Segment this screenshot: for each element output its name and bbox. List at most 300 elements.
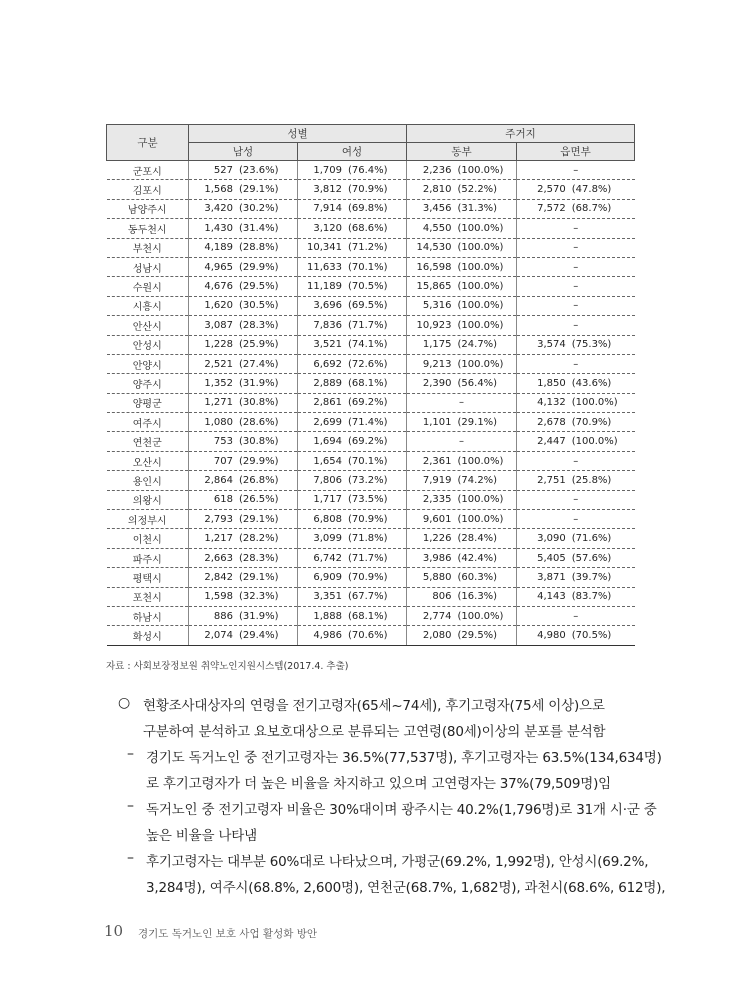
dong-cell-count: 2,080 bbox=[422, 630, 452, 642]
eupmyeon-cell bbox=[517, 548, 635, 567]
dong-cell-count: 9,213 bbox=[422, 358, 452, 370]
eupmyeon-cell bbox=[517, 335, 635, 354]
eupmyeon-cell: – bbox=[517, 296, 635, 315]
paragraph-1-line-1: 현황조사대상자의 연령을 전기고령자(65세~74세), 후기고령자(75세 이상)으로 bbox=[143, 698, 605, 714]
female-cell-percent: (71.4%) bbox=[348, 416, 388, 428]
eupmyeon-cell-percent: (70.9%) bbox=[571, 416, 612, 428]
region-name: 부천시 bbox=[107, 238, 189, 257]
table-row bbox=[107, 568, 635, 587]
paragraph-4-line-2: 3,284명), 여주시(68.8%, 2,600명), 연천군(68.7%, 1,682명), 과천시(68.6%, 612명), bbox=[146, 880, 666, 896]
dong-cell-count: 806 bbox=[432, 591, 452, 603]
female-cell bbox=[298, 354, 407, 373]
eupmyeon-cell bbox=[517, 413, 635, 432]
table-row bbox=[107, 219, 635, 238]
dong-cell-percent: (100.0%) bbox=[457, 610, 504, 622]
dong-cell-count: 2,236 bbox=[422, 164, 452, 176]
dong-cell-percent: (100.0%) bbox=[457, 319, 504, 331]
male-cell bbox=[189, 296, 298, 315]
dong-cell-count: 2,774 bbox=[422, 610, 452, 622]
eupmyeon-cell bbox=[517, 529, 635, 548]
table-row bbox=[107, 548, 635, 567]
female-cell bbox=[298, 316, 407, 335]
dong-cell-count: 1,226 bbox=[422, 533, 452, 545]
dong-cell-count: 7,919 bbox=[422, 474, 452, 486]
dong-cell-count: 9,601 bbox=[422, 513, 452, 525]
female-cell-percent: (68.6%) bbox=[348, 222, 388, 234]
eupmyeon-cell-count: 2,570 bbox=[537, 184, 566, 196]
male-cell-percent: (29.1%) bbox=[239, 513, 279, 525]
male-cell bbox=[189, 316, 298, 335]
dong-cell bbox=[407, 316, 517, 335]
dong-cell-percent: (29.5%) bbox=[457, 630, 498, 642]
region-name: 파주시 bbox=[107, 548, 189, 567]
female-cell-percent: (71.7%) bbox=[348, 552, 388, 564]
male-cell-count: 1,568 bbox=[204, 184, 233, 196]
dong-cell bbox=[407, 510, 517, 529]
dong-cell-count: 16,598 bbox=[416, 261, 452, 273]
eupmyeon-cell bbox=[517, 393, 635, 412]
paragraph-3-line-2: 높은 비율을 나타냄 bbox=[146, 828, 257, 844]
male-cell-percent: (27.4%) bbox=[239, 358, 279, 370]
male-cell bbox=[189, 219, 298, 238]
region-name: 김포시 bbox=[107, 180, 189, 199]
eupmyeon-cell-percent: (71.6%) bbox=[571, 533, 612, 545]
table-row bbox=[107, 413, 635, 432]
dong-cell-percent: (100.0%) bbox=[457, 494, 504, 506]
female-cell-percent: (71.2%) bbox=[348, 242, 388, 254]
female-cell bbox=[298, 277, 407, 296]
dong-cell bbox=[407, 161, 517, 180]
table-row bbox=[107, 257, 635, 276]
male-cell bbox=[189, 393, 298, 412]
eupmyeon-cell-count: 5,405 bbox=[537, 552, 566, 564]
dong-cell bbox=[407, 219, 517, 238]
male-cell-count: 618 bbox=[213, 494, 233, 506]
male-cell-percent: (29.4%) bbox=[239, 630, 279, 642]
female-cell-count: 1,694 bbox=[313, 436, 342, 448]
female-cell bbox=[298, 335, 407, 354]
table-row bbox=[107, 296, 635, 315]
dong-cell-count: 2,390 bbox=[422, 377, 452, 389]
dong-cell-count: 1,101 bbox=[422, 416, 452, 428]
eupmyeon-cell bbox=[517, 587, 635, 606]
female-cell-count: 2,861 bbox=[313, 397, 342, 409]
eupmyeon-cell: – bbox=[517, 238, 635, 257]
region-name: 안산시 bbox=[107, 316, 189, 335]
male-cell-count: 2,521 bbox=[204, 358, 233, 370]
female-cell bbox=[298, 161, 407, 180]
male-cell bbox=[189, 587, 298, 606]
region-name: 수원시 bbox=[107, 277, 189, 296]
female-cell-count: 7,914 bbox=[313, 203, 342, 215]
female-cell-count: 11,189 bbox=[307, 281, 342, 293]
male-cell bbox=[189, 471, 298, 490]
dong-cell-count: 2,361 bbox=[422, 455, 452, 467]
data-table bbox=[106, 124, 635, 646]
table-row bbox=[107, 451, 635, 470]
table-row bbox=[107, 316, 635, 335]
table-row bbox=[107, 606, 635, 625]
male-cell-percent: (31.4%) bbox=[239, 222, 279, 234]
dong-cell-percent: (29.1%) bbox=[457, 416, 498, 428]
dash-bullet-1: – bbox=[127, 746, 134, 762]
female-cell-percent: (73.5%) bbox=[348, 494, 388, 506]
female-cell-percent: (67.7%) bbox=[348, 591, 388, 603]
dong-cell-count: 2,335 bbox=[422, 494, 452, 506]
dong-cell-percent: (56.4%) bbox=[457, 377, 498, 389]
table-row bbox=[107, 393, 635, 412]
male-cell-count: 4,676 bbox=[204, 281, 233, 293]
page-number: 10 bbox=[104, 922, 124, 940]
eupmyeon-cell: – bbox=[517, 316, 635, 335]
dong-cell-count: 4,550 bbox=[422, 222, 452, 234]
female-cell bbox=[298, 568, 407, 587]
female-cell-percent: (68.1%) bbox=[348, 377, 388, 389]
eupmyeon-cell-count: 3,574 bbox=[537, 339, 566, 351]
female-cell-count: 1,888 bbox=[313, 610, 342, 622]
eupmyeon-cell: – bbox=[517, 277, 635, 296]
male-cell bbox=[189, 180, 298, 199]
male-cell-count: 1,430 bbox=[204, 222, 233, 234]
region-name: 의정부시 bbox=[107, 510, 189, 529]
male-cell-percent: (31.9%) bbox=[239, 377, 279, 389]
eupmyeon-cell-percent: (75.3%) bbox=[571, 339, 612, 351]
eupmyeon-cell bbox=[517, 471, 635, 490]
male-cell-count: 886 bbox=[213, 610, 233, 622]
header-eupmyeon: 읍면부 bbox=[517, 143, 635, 161]
dong-cell-percent: (100.0%) bbox=[457, 300, 504, 312]
eupmyeon-cell-count: 2,751 bbox=[537, 474, 566, 486]
male-cell-count: 1,080 bbox=[204, 416, 233, 428]
male-cell-count: 1,228 bbox=[204, 339, 233, 351]
female-cell-percent: (70.9%) bbox=[348, 571, 388, 583]
male-cell bbox=[189, 199, 298, 218]
male-cell bbox=[189, 626, 298, 645]
male-cell bbox=[189, 529, 298, 548]
male-cell-percent: (28.3%) bbox=[239, 319, 279, 331]
dong-cell-percent: (100.0%) bbox=[457, 261, 504, 273]
eupmyeon-cell-percent: (39.7%) bbox=[571, 571, 612, 583]
female-cell-percent: (70.1%) bbox=[348, 261, 388, 273]
female-cell bbox=[298, 199, 407, 218]
male-cell-percent: (30.5%) bbox=[239, 300, 279, 312]
eupmyeon-cell-percent: (25.8%) bbox=[571, 474, 612, 486]
male-cell-count: 3,420 bbox=[204, 203, 233, 215]
female-cell-count: 6,692 bbox=[313, 358, 342, 370]
eupmyeon-cell-percent: (57.6%) bbox=[571, 552, 612, 564]
table-row bbox=[107, 432, 635, 451]
dong-cell-percent: (100.0%) bbox=[457, 455, 504, 467]
female-cell bbox=[298, 257, 407, 276]
female-cell-percent: (76.4%) bbox=[348, 164, 388, 176]
female-cell bbox=[298, 180, 407, 199]
female-cell-count: 3,521 bbox=[313, 339, 342, 351]
region-name: 성남시 bbox=[107, 257, 189, 276]
eupmyeon-cell-count: 7,572 bbox=[537, 203, 566, 215]
region-name: 연천군 bbox=[107, 432, 189, 451]
dong-cell-count: 10,923 bbox=[416, 319, 452, 331]
table-row bbox=[107, 199, 635, 218]
male-cell-percent: (30.8%) bbox=[239, 397, 279, 409]
region-name: 남양주시 bbox=[107, 199, 189, 218]
region-name: 화성시 bbox=[107, 626, 189, 645]
table-row bbox=[107, 335, 635, 354]
footer-title: 경기도 독거노인 보호 사업 활성화 방안 bbox=[138, 928, 317, 940]
dong-cell bbox=[407, 180, 517, 199]
female-cell bbox=[298, 296, 407, 315]
dong-cell: – bbox=[407, 432, 517, 451]
male-cell-count: 2,074 bbox=[204, 630, 233, 642]
eupmyeon-cell: – bbox=[517, 161, 635, 180]
male-cell-percent: (32.3%) bbox=[239, 591, 279, 603]
eupmyeon-cell bbox=[517, 626, 635, 645]
dong-cell-percent: (16.3%) bbox=[457, 591, 498, 603]
male-cell bbox=[189, 413, 298, 432]
eupmyeon-cell bbox=[517, 199, 635, 218]
paragraph-1-line-2: 구분하여 분석하고 요보호대상으로 분류되는 고연령(80세)이상의 분포를 분석함 bbox=[143, 724, 606, 740]
table-row bbox=[107, 529, 635, 548]
eupmyeon-cell bbox=[517, 568, 635, 587]
header-female: 여성 bbox=[298, 143, 407, 161]
paragraph-2-line-1: 경기도 독거노인 중 전기고령자는 36.5%(77,537명), 후기고령자는 63.5%(134,634명) bbox=[146, 750, 662, 766]
table-row bbox=[107, 510, 635, 529]
female-cell-percent: (71.8%) bbox=[348, 533, 388, 545]
dong-cell-percent: (100.0%) bbox=[457, 281, 504, 293]
table-row bbox=[107, 277, 635, 296]
eupmyeon-cell: – bbox=[517, 510, 635, 529]
eupmyeon-cell: – bbox=[517, 354, 635, 373]
table-row bbox=[107, 587, 635, 606]
male-cell-percent: (29.9%) bbox=[239, 455, 279, 467]
male-cell-percent: (29.1%) bbox=[239, 184, 279, 196]
female-cell-percent: (69.2%) bbox=[348, 436, 388, 448]
eupmyeon-cell-percent: (43.6%) bbox=[571, 377, 612, 389]
female-cell-percent: (70.6%) bbox=[348, 630, 388, 642]
female-cell bbox=[298, 490, 407, 509]
header-male: 남성 bbox=[189, 143, 298, 161]
region-name: 용인시 bbox=[107, 471, 189, 490]
dong-cell bbox=[407, 413, 517, 432]
eupmyeon-cell-percent: (68.7%) bbox=[571, 203, 612, 215]
male-cell-count: 2,842 bbox=[204, 571, 233, 583]
dong-cell-percent: (60.3%) bbox=[457, 571, 498, 583]
table-row bbox=[107, 238, 635, 257]
dong-cell bbox=[407, 606, 517, 625]
male-cell-percent: (29.9%) bbox=[239, 261, 279, 273]
male-cell-percent: (28.3%) bbox=[239, 552, 279, 564]
female-cell-percent: (70.5%) bbox=[348, 281, 388, 293]
female-cell-percent: (73.2%) bbox=[348, 474, 388, 486]
dong-cell bbox=[407, 548, 517, 567]
dong-cell bbox=[407, 238, 517, 257]
region-name: 양주시 bbox=[107, 374, 189, 393]
table-source-note: 자료 : 사회보장정보원 취약노인지원시스템(2017.4. 추출) bbox=[106, 661, 349, 672]
male-cell-percent: (30.2%) bbox=[239, 203, 279, 215]
male-cell bbox=[189, 510, 298, 529]
dong-cell bbox=[407, 257, 517, 276]
dong-cell-count: 3,986 bbox=[422, 552, 452, 564]
female-cell-percent: (69.5%) bbox=[348, 300, 388, 312]
female-cell-count: 6,909 bbox=[313, 571, 342, 583]
dong-cell-count: 2,810 bbox=[422, 184, 452, 196]
dong-cell bbox=[407, 471, 517, 490]
male-cell bbox=[189, 257, 298, 276]
female-cell-count: 3,696 bbox=[313, 300, 342, 312]
male-cell-count: 2,663 bbox=[204, 552, 233, 564]
eupmyeon-cell bbox=[517, 180, 635, 199]
dong-cell bbox=[407, 199, 517, 218]
dong-cell-percent: (100.0%) bbox=[457, 164, 504, 176]
data-table-wrapper bbox=[106, 124, 634, 646]
dong-cell-count: 3,456 bbox=[422, 203, 452, 215]
male-cell-count: 527 bbox=[213, 164, 233, 176]
table-row bbox=[107, 354, 635, 373]
male-cell-percent: (31.9%) bbox=[239, 610, 279, 622]
female-cell-percent: (68.1%) bbox=[348, 610, 388, 622]
eupmyeon-cell-count: 1,850 bbox=[537, 377, 566, 389]
male-cell-count: 1,352 bbox=[204, 377, 233, 389]
region-name: 오산시 bbox=[107, 451, 189, 470]
eupmyeon-cell bbox=[517, 374, 635, 393]
table-row bbox=[107, 161, 635, 180]
region-name: 이천시 bbox=[107, 529, 189, 548]
dong-cell-percent: (100.0%) bbox=[457, 513, 504, 525]
table-row bbox=[107, 490, 635, 509]
female-cell bbox=[298, 451, 407, 470]
region-name: 평택시 bbox=[107, 568, 189, 587]
female-cell-count: 3,120 bbox=[313, 222, 342, 234]
male-cell-percent: (26.8%) bbox=[239, 474, 279, 486]
male-cell-percent: (29.5%) bbox=[239, 281, 279, 293]
female-cell-count: 4,986 bbox=[313, 630, 342, 642]
female-cell bbox=[298, 587, 407, 606]
male-cell-count: 2,864 bbox=[204, 474, 233, 486]
male-cell-percent: (25.9%) bbox=[239, 339, 279, 351]
header-dong: 동부 bbox=[407, 143, 517, 161]
paragraph-2-line-2: 로 후기고령자가 더 높은 비율을 차지하고 있으며 고연령자는 37%(79,509명)임 bbox=[146, 776, 612, 792]
female-cell-count: 1,717 bbox=[313, 494, 342, 506]
female-cell-count: 3,099 bbox=[313, 533, 342, 545]
male-cell-count: 3,087 bbox=[204, 319, 233, 331]
male-cell bbox=[189, 277, 298, 296]
female-cell bbox=[298, 548, 407, 567]
table-row bbox=[107, 180, 635, 199]
dong-cell-percent: (52.2%) bbox=[457, 184, 498, 196]
region-name: 여주시 bbox=[107, 413, 189, 432]
region-name: 군포시 bbox=[107, 161, 189, 180]
table-row bbox=[107, 471, 635, 490]
male-cell bbox=[189, 451, 298, 470]
region-name: 동두천시 bbox=[107, 219, 189, 238]
dong-cell bbox=[407, 529, 517, 548]
region-name: 양평군 bbox=[107, 393, 189, 412]
female-cell-count: 6,742 bbox=[313, 552, 342, 564]
dong-cell bbox=[407, 277, 517, 296]
dong-cell-percent: (42.4%) bbox=[457, 552, 498, 564]
eupmyeon-cell: – bbox=[517, 606, 635, 625]
dong-cell-count: 14,530 bbox=[416, 242, 452, 254]
male-cell-count: 1,271 bbox=[204, 397, 233, 409]
female-cell-count: 11,633 bbox=[307, 261, 342, 273]
male-cell bbox=[189, 374, 298, 393]
male-cell bbox=[189, 432, 298, 451]
female-cell-percent: (74.1%) bbox=[348, 339, 388, 351]
dong-cell-count: 5,316 bbox=[422, 300, 452, 312]
female-cell-count: 1,709 bbox=[313, 164, 342, 176]
dong-cell bbox=[407, 296, 517, 315]
dong-cell-percent: (28.4%) bbox=[457, 533, 498, 545]
dong-cell-percent: (24.7%) bbox=[457, 339, 498, 351]
region-name: 시흥시 bbox=[107, 296, 189, 315]
male-cell bbox=[189, 568, 298, 587]
male-cell-percent: (26.5%) bbox=[239, 494, 279, 506]
female-cell bbox=[298, 374, 407, 393]
eupmyeon-cell-count: 2,678 bbox=[537, 416, 566, 428]
dong-cell-percent: (100.0%) bbox=[457, 242, 504, 254]
eupmyeon-cell-count: 3,871 bbox=[537, 571, 566, 583]
male-cell bbox=[189, 548, 298, 567]
eupmyeon-cell-percent: (100.0%) bbox=[571, 397, 618, 409]
eupmyeon-cell-count: 3,090 bbox=[537, 533, 566, 545]
female-cell-count: 10,341 bbox=[307, 242, 342, 254]
male-cell-percent: (29.1%) bbox=[239, 571, 279, 583]
dong-cell-percent: (74.2%) bbox=[457, 474, 498, 486]
female-cell bbox=[298, 219, 407, 238]
male-cell-count: 4,189 bbox=[204, 242, 233, 254]
female-cell-count: 2,889 bbox=[313, 377, 342, 389]
male-cell-percent: (28.8%) bbox=[239, 242, 279, 254]
eupmyeon-cell: – bbox=[517, 219, 635, 238]
male-cell-count: 707 bbox=[213, 455, 233, 467]
dash-bullet-2: – bbox=[127, 798, 134, 814]
female-cell-percent: (69.8%) bbox=[348, 203, 388, 215]
dong-cell bbox=[407, 374, 517, 393]
male-cell-count: 1,598 bbox=[204, 591, 233, 603]
male-cell-count: 1,217 bbox=[204, 533, 233, 545]
male-cell bbox=[189, 354, 298, 373]
male-cell-percent: (28.6%) bbox=[239, 416, 279, 428]
bullet-circle: ○ bbox=[118, 695, 131, 711]
female-cell-count: 7,806 bbox=[313, 474, 342, 486]
female-cell-percent: (70.9%) bbox=[348, 513, 388, 525]
female-cell-count: 6,808 bbox=[313, 513, 342, 525]
dong-cell-percent: (31.3%) bbox=[457, 203, 498, 215]
eupmyeon-cell-percent: (83.7%) bbox=[571, 591, 612, 603]
table-row bbox=[107, 374, 635, 393]
female-cell-count: 3,812 bbox=[313, 184, 342, 196]
eupmyeon-cell-count: 4,132 bbox=[537, 397, 566, 409]
region-name: 안양시 bbox=[107, 354, 189, 373]
dash-bullet-3: – bbox=[127, 850, 134, 866]
female-cell-percent: (70.1%) bbox=[348, 455, 388, 467]
eupmyeon-cell: – bbox=[517, 490, 635, 509]
male-cell bbox=[189, 490, 298, 509]
paragraph-4-line-1: 후기고령자는 대부분 60%대로 나타났으며, 가평군(69.2%, 1,992명), 안성시(69.2%, bbox=[146, 854, 649, 870]
female-cell bbox=[298, 432, 407, 451]
dong-cell bbox=[407, 335, 517, 354]
eupmyeon-cell bbox=[517, 432, 635, 451]
male-cell bbox=[189, 238, 298, 257]
female-cell-percent: (72.6%) bbox=[348, 358, 388, 370]
female-cell-count: 2,699 bbox=[313, 416, 342, 428]
dong-cell-count: 5,880 bbox=[422, 571, 452, 583]
dong-cell-percent: (100.0%) bbox=[457, 222, 504, 234]
dong-cell-count: 15,865 bbox=[416, 281, 452, 293]
eupmyeon-cell-count: 4,980 bbox=[537, 630, 566, 642]
paragraph-3-line-1: 독거노인 중 전기고령자 비율은 30%대이며 광주시는 40.2%(1,796명)로 31개 시·군 중 bbox=[146, 802, 657, 818]
dong-cell bbox=[407, 490, 517, 509]
male-cell-count: 4,965 bbox=[204, 261, 233, 273]
